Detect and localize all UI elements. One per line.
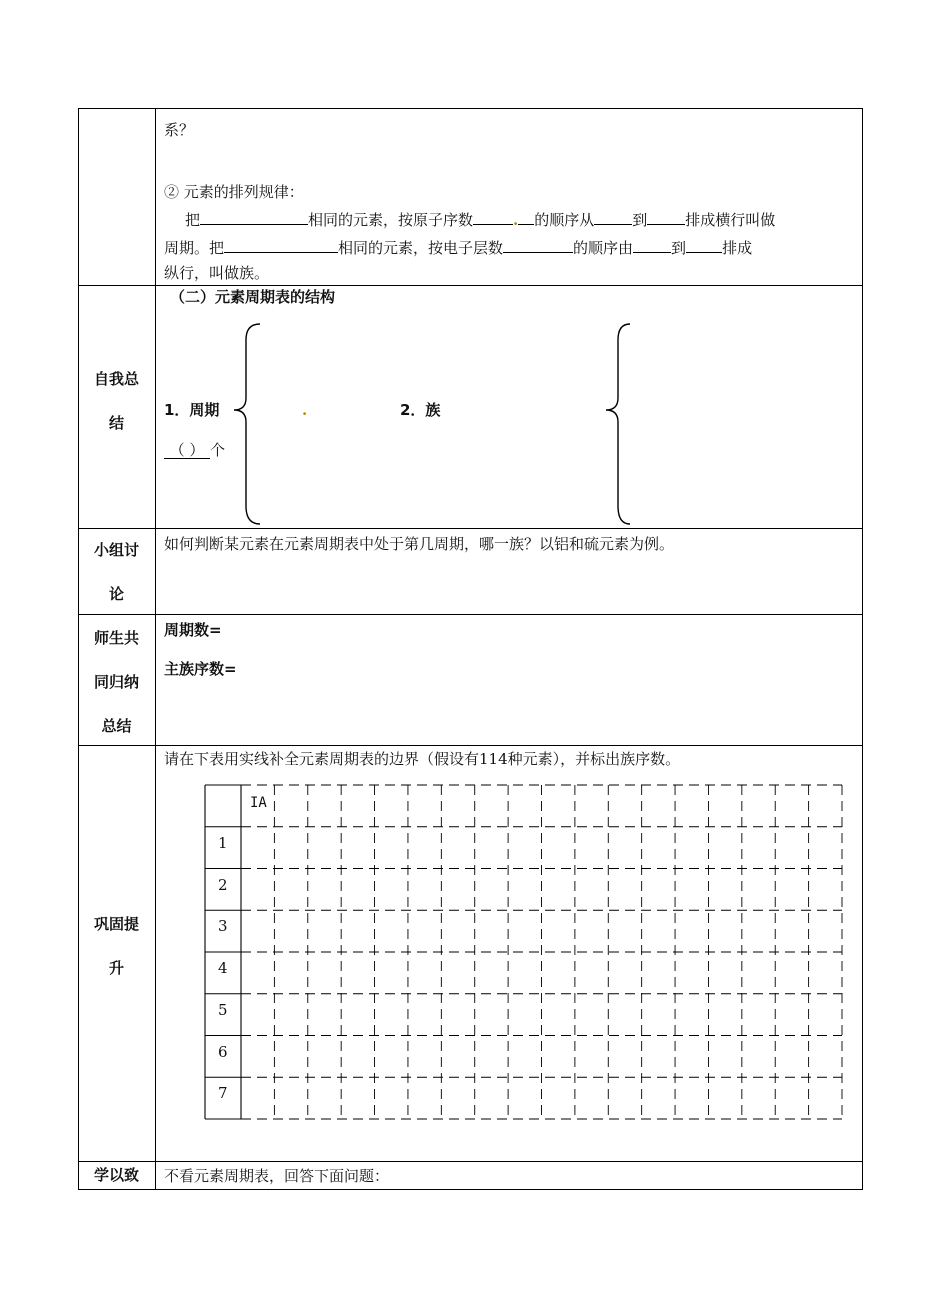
main-group-formula: 主族序数= — [164, 660, 237, 678]
row1-line4: 纵行，叫做族。 — [164, 264, 270, 282]
period-number: 3 — [218, 917, 228, 936]
row-label-self-summary: 自我总 结 — [93, 370, 139, 432]
dot-mark: . — [302, 401, 308, 419]
row1-line0: 系？ — [164, 121, 195, 139]
period-number: 2 — [218, 875, 228, 894]
row-label-consolidate: 巩固提 升 — [93, 915, 139, 977]
apply-instruction: 不看元素周期表，回答下面问题： — [164, 1167, 390, 1185]
row1-line2: 把 相同的元素，按原子序数 . 的顺序从 到 排成横行叫做 — [185, 208, 775, 230]
period-number: 1 — [218, 833, 228, 852]
period-count: （ ） 个 — [164, 440, 225, 460]
row1-line3: 周期。把 相同的元素，按电子层数 的顺序由 到 排成 — [164, 236, 752, 258]
period-number: 6 — [218, 1042, 228, 1061]
period-number: 7 — [218, 1084, 228, 1103]
count-blank[interactable]: （ ） — [164, 440, 210, 459]
group-label: 2．族 — [400, 401, 441, 419]
row1-line1: ② 元素的排列规律： — [164, 183, 304, 201]
discussion-question: 如何判断某元素在元素周期表中处于第几周期，哪一族？以铝和硫元素为例。 — [164, 535, 675, 553]
exercise-instruction: 请在下表用实线补全元素周期表的边界（假设有114种元素），并标出族序数。 — [164, 750, 681, 768]
period-number-formula: 周期数= — [164, 621, 222, 639]
row-label-summary: 师生共 同归纳 总结 — [93, 629, 139, 735]
period-label: 1．周期 — [164, 401, 220, 419]
period-number: 4 — [218, 959, 228, 977]
period-number: 5 — [218, 1000, 228, 1019]
group-IA-header: IA — [250, 795, 267, 811]
structure-heading: （二）元素周期表的结构 — [170, 288, 336, 306]
row-label-apply: 学以致 — [93, 1166, 139, 1184]
row-label-group-discussion: 小组讨 论 — [93, 541, 139, 603]
